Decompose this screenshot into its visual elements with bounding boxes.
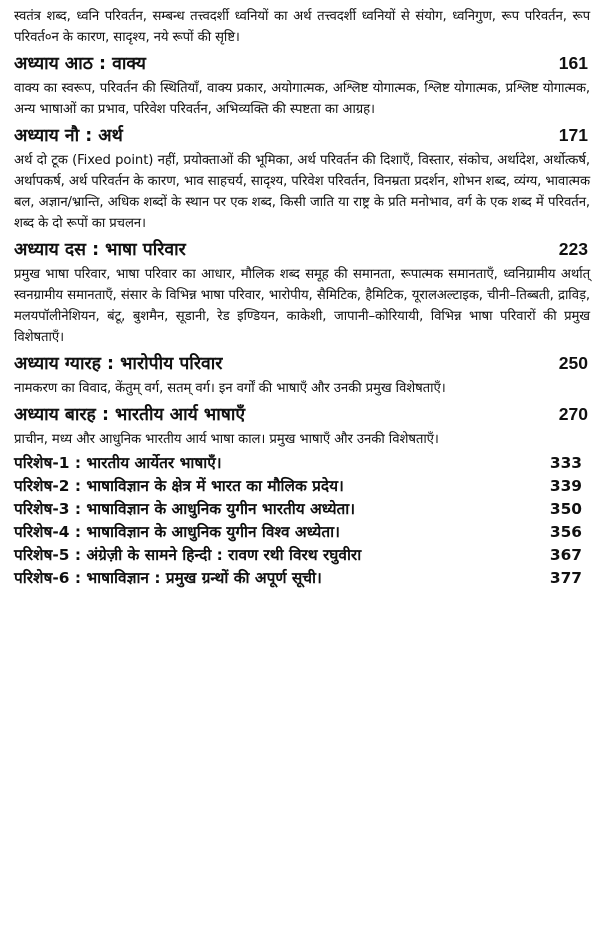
appendix-page-number: 367 [549,546,582,564]
chapter-title: अध्याय नौ : अर्थ [14,126,123,146]
appendix-title: परिशेष-4 : भाषाविज्ञान के आधुनिक युगीन विश्व अध्येता। [14,523,340,541]
chapter-page-number: 223 [558,239,588,259]
chapter-title: अध्याय बारह : भारतीय आर्य भाषाएँ [14,405,246,425]
chapter-entry [14,349,590,399]
chapter-page-number: 161 [558,53,588,73]
appendix-entry[interactable] [14,521,590,544]
appendix-title: परिशेष-5 : अंग्रेज़ी के सामने हिन्दी : रावण रथी विरथ रघुवीरा [14,546,362,564]
chapter-heading[interactable] [14,349,590,378]
chapter-entry [14,400,590,450]
chapter-summary: प्रमुख भाषा परिवार, भाषा परिवार का आधार, मौलिक शब्द समूह की समानता, रूपात्मक समानताएँ, ध्वनिग्रामीय अर्थात् स्वनग्रामीय समानताएँ, संसार के विभिन्न भाषा परिवार, भारोपीय, सैमिटिक, हैमिटिक, यूरालअल्टाइक, चीनी–तिब्बती, द्राविड़, मलयपॉलीनेशियन, बंटू, बुशमैन, सूडानी, रेड इण्डियन, काकेशी, जापानी–कोरियायी, विभिन्न भाषा परिवारों की प्रमुख विशेषताएँ। [14,267,590,345]
chapter-heading[interactable] [14,400,590,429]
appendix-entry[interactable] [14,475,590,498]
chapter-heading[interactable] [14,121,590,150]
appendix-entry[interactable] [14,567,590,590]
chapter-summary: वाक्य का स्वरूप, परिवर्तन की स्थितियाँ, वाक्य प्रकार, अयोगात्मक, अश्लिष्ट योगात्मक, श्लिष्ट योगात्मक, प्रश्लिष्ट योगात्मक, अन्य भाषाओं का प्रभाव, परिवेश परिवर्तन, अभिव्यक्ति की स्पष्टता का आग्रह। [14,81,590,117]
appendix-title: परिशेष-2 : भाषाविज्ञान के क्षेत्र में भारत का मौलिक प्रदेय। [14,477,344,495]
appendix-title: परिशेष-3 : भाषाविज्ञान के आधुनिक युगीन भारतीय अध्येता। [14,500,356,518]
chapter-page-number: 250 [558,353,588,373]
appendix-title: परिशेष-1 : भारतीय आर्येतर भाषाएँ। [14,454,222,472]
appendix-page-number: 333 [549,454,582,472]
chapter-title: अध्याय दस : भाषा परिवार [14,240,186,260]
chapter-summary: नामकरण का विवाद, केंतुम् वर्ग, सतम् वर्ग। इन वर्गों की भाषाएँ और उनकी प्रमुख विशेषताएँ। [14,381,446,396]
chapter-page-number: 270 [558,404,588,424]
chapter-heading[interactable] [14,49,590,78]
appendix-page-number: 339 [549,477,582,495]
appendix-entry[interactable] [14,544,590,567]
chapter-summary: अर्थ दो टूक (Fixed point) नहीं, प्रयोक्ताओं की भूमिका, अर्थ परिवर्तन की दिशाएँ, विस्तार, संकोच, अर्थादेश, अर्थोत्कर्ष, अर्थापकर्ष, अर्थ परिवर्तन के कारण, भाव साहचर्य, सादृश्य, परिवेश परिवर्तन, विनम्रता प्रदर्शन, शोभन शब्द, व्यंग्य, भावात्मक बल, अज्ञान/भ्रान्ति, अधिक शब्दों के स्थान पर एक शब्द, किसी जाति या राष्ट्र के प्रति मनोभाव, वर्ग के एक शब्द में परिवर्तन, शब्द के दो रूपों का प्रचलन। [14,153,590,231]
chapter-page-number: 171 [558,125,588,145]
appendix-entry[interactable] [14,452,590,475]
chapter-entry [14,49,590,120]
chapter-entry [14,235,590,348]
chapter-title: अध्याय आठ : वाक्य [14,54,146,74]
appendix-list [14,452,590,590]
appendix-page-number: 377 [549,569,582,587]
chapter-entry [14,121,590,234]
appendix-entry[interactable] [14,498,590,521]
appendix-page-number: 356 [549,523,582,541]
chapter-title: अध्याय ग्यारह : भारोपीय परिवार [14,354,223,374]
chapter-summary: प्राचीन, मध्य और आधुनिक भारतीय आर्य भाषा काल। प्रमुख भाषाएँ और उनकी विशेषताएँ। [14,432,439,447]
appendix-title: परिशेष-6 : भाषाविज्ञान : प्रमुख ग्रन्थों की अपूर्ण सूची। [14,569,322,587]
chapter-heading[interactable] [14,235,590,264]
intro-paragraph: स्वतंत्र शब्द, ध्वनि परिवर्तन, सम्बन्ध तत्त्वदर्शी ध्वनियों का अर्थ तत्त्वदर्शी ध्वनियों से संयोग, ध्वनिगुण, रूप परिवर्तन, रूप परिवर्त०न के कारण, सादृश्य, नये रूपों की सृष्टि। [14,9,590,45]
appendix-page-number: 350 [549,500,582,518]
